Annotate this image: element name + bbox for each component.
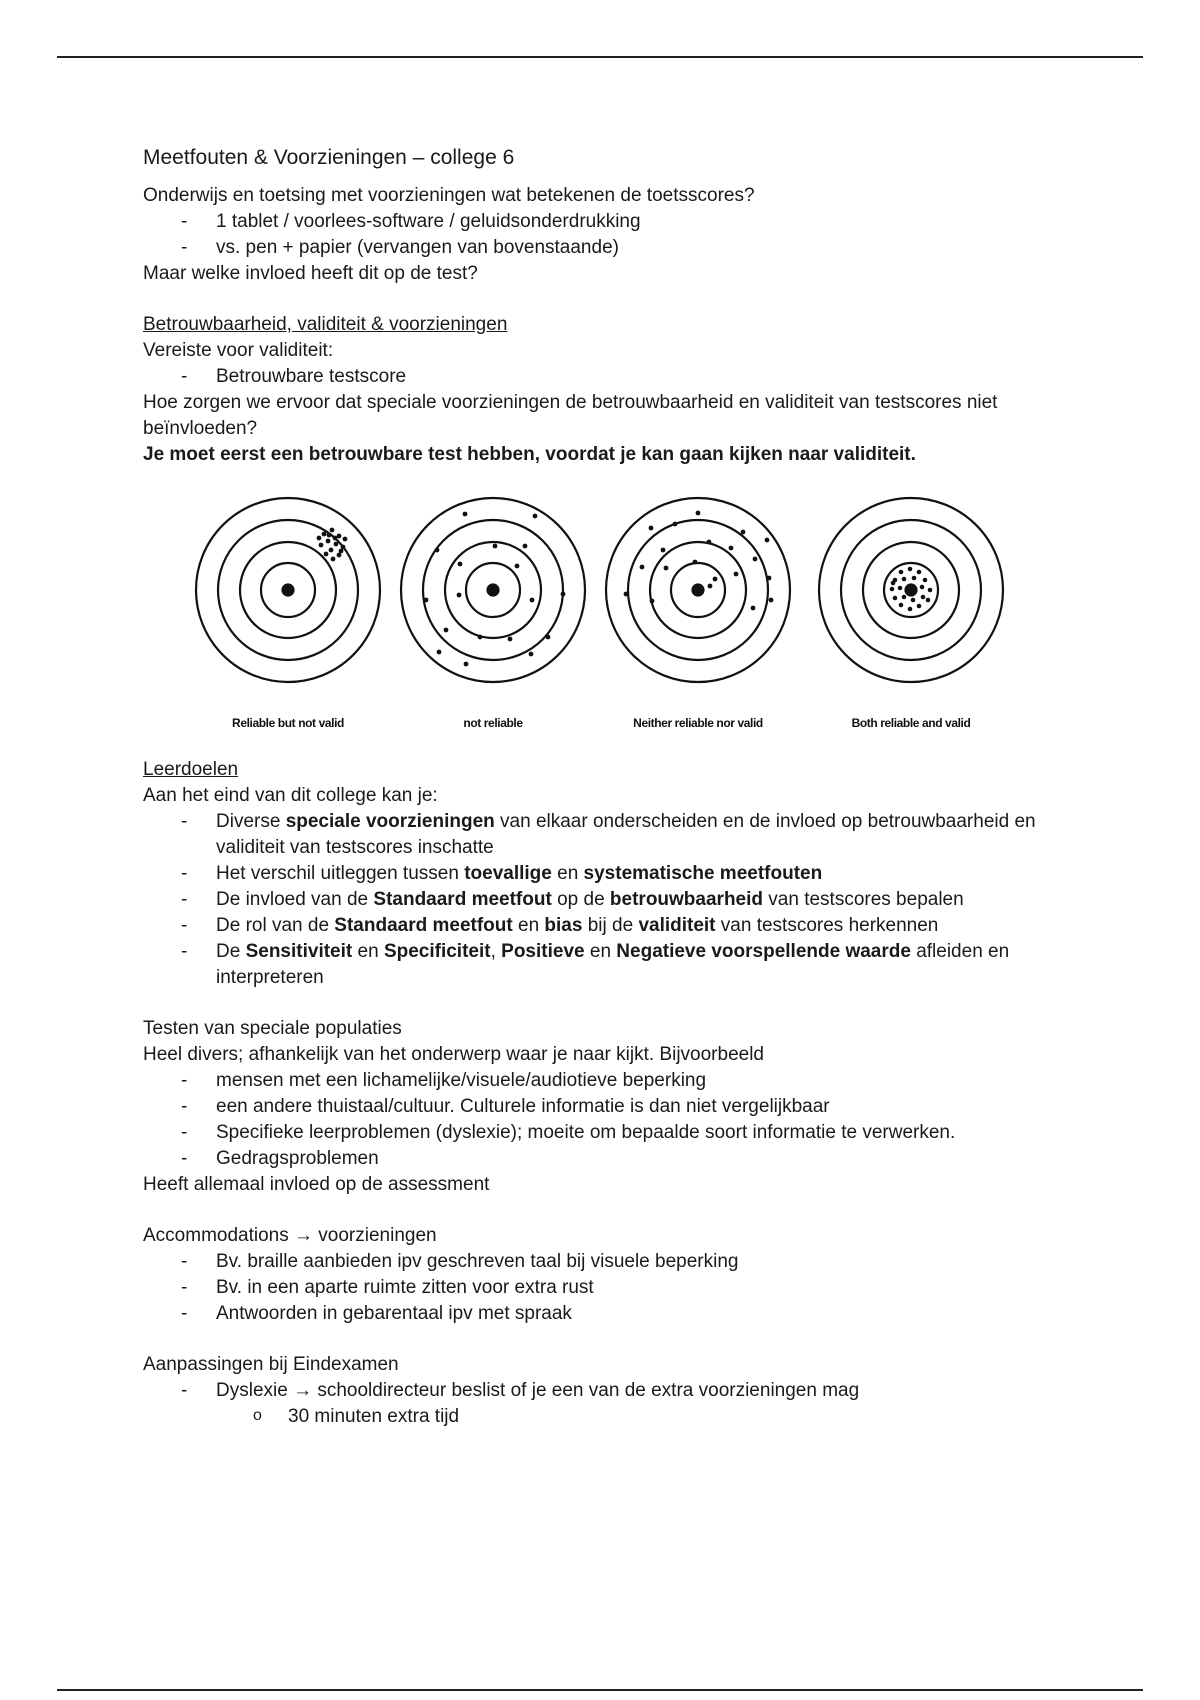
- betrouwbaarheid-question: Hoe zorgen we ervoor dat speciale voorzieningen de betrouwbaarheid en validiteit van testscores niet beïnvloeden?: [143, 392, 998, 439]
- list-item: - 1 tablet / voorlees-software / geluidsonderdrukking: [143, 209, 1063, 235]
- target-reliable-not-valid: [196, 498, 380, 682]
- requirement-text: Vereiste voor validiteit:: [143, 340, 334, 361]
- list-item: - De rol van de Standaard meetfout en bias bij de validiteit van testscores herkennen: [143, 913, 1063, 939]
- section-heading-betrouwbaarheid: Betrouwbaarheid, validiteit & voorzieningen: [143, 314, 508, 335]
- list-item: - vs. pen + papier (vervangen van bovenstaande): [143, 235, 1063, 261]
- caption-both: Both reliable and valid: [851, 716, 971, 730]
- intro-question: Onderwijs en toetsing met voorzieningen wat betekenen de toetsscores?: [143, 185, 755, 206]
- accommodations-list: [143, 1249, 1063, 1327]
- section-heading-leerdoelen: Leerdoelen: [143, 759, 239, 780]
- intro-list: [143, 209, 1063, 261]
- intro-followup: Maar welke invloed heeft dit op de test?: [143, 263, 478, 284]
- list-item: - Betrouwbare testscore: [143, 364, 1063, 390]
- populaties-intro: Heel divers; afhankelijk van het onderwerp waar je naar kijkt. Bijvoorbeeld: [143, 1044, 764, 1065]
- list-item: - een andere thuistaal/cultuur. Culturele informatie is dan niet vergelijkbaar: [143, 1094, 1063, 1120]
- populaties-conclusion: Heeft allemaal invloed op de assessment: [143, 1174, 490, 1195]
- leerdoelen-intro: Aan het eind van dit college kan je:: [143, 785, 438, 806]
- requirement-list: [143, 364, 1063, 390]
- caption-neither: Neither reliable nor valid: [633, 716, 763, 730]
- list-item: - Bv. braille aanbieden ipv geschreven taal bij visuele beperking: [143, 1249, 1063, 1275]
- section-heading-populaties: Testen van speciale populaties: [143, 1018, 402, 1039]
- section-heading-accommodations: Accommodations → voorzieningen: [143, 1225, 437, 1246]
- target-both: [819, 498, 1003, 682]
- eindexamen-sublist: [143, 1404, 1063, 1430]
- list-item: - De invloed van de Standaard meetfout op de betrouwbaarheid van testscores bepalen: [143, 887, 1063, 913]
- target-neither: [606, 498, 790, 682]
- caption-not-reliable: not reliable: [463, 716, 523, 730]
- list-item: - Het verschil uitleggen tussen toevallige en systematische meetfouten: [143, 861, 1063, 887]
- eindexamen-list: [143, 1378, 1063, 1404]
- page-title: Meetfouten & Voorzieningen – college 6: [143, 146, 515, 169]
- list-item: - Diverse speciale voorzieningen van elkaar onderscheiden en de invloed op betrouwbaarheid en validiteit van testscores inschatte: [143, 809, 1063, 861]
- list-item: - Dyslexie → schooldirecteur beslist of je een van de extra voorzieningen mag: [143, 1378, 1063, 1404]
- footer-rule: [57, 1689, 1143, 1691]
- list-item: - De Sensitiviteit en Specificiteit, Positieve en Negatieve voorspellende waarde afleiden en interpreteren: [143, 939, 1063, 991]
- list-item: - Bv. in een aparte ruimte zitten voor extra rust: [143, 1275, 1063, 1301]
- target-not-reliable: [401, 498, 585, 682]
- betrouwbaarheid-emphasis: Je moet eerst een betrouwbare test hebben, voordat je kan gaan kijken naar validiteit.: [143, 444, 916, 465]
- section-heading-eindexamen: Aanpassingen bij Eindexamen: [143, 1354, 399, 1375]
- list-item: - Antwoorden in gebarentaal ipv met spraak: [143, 1301, 1063, 1327]
- target-diagrams: [143, 492, 1063, 747]
- list-item: - Specifieke leerproblemen (dyslexie); moeite om bepaalde soort informatie te verwerken.: [143, 1120, 1063, 1146]
- reliability-validity-figure: [143, 492, 1063, 747]
- document-body: [143, 143, 1063, 1430]
- header-rule: [57, 56, 1143, 58]
- list-subitem: o 30 minuten extra tijd: [143, 1404, 1063, 1430]
- caption-reliable-not-valid: Reliable but not valid: [232, 716, 344, 730]
- list-item: - Gedragsproblemen: [143, 1146, 1063, 1172]
- list-item: - mensen met een lichamelijke/visuele/audiotieve beperking: [143, 1068, 1063, 1094]
- leerdoelen-list: [143, 809, 1063, 991]
- populaties-list: [143, 1068, 1063, 1172]
